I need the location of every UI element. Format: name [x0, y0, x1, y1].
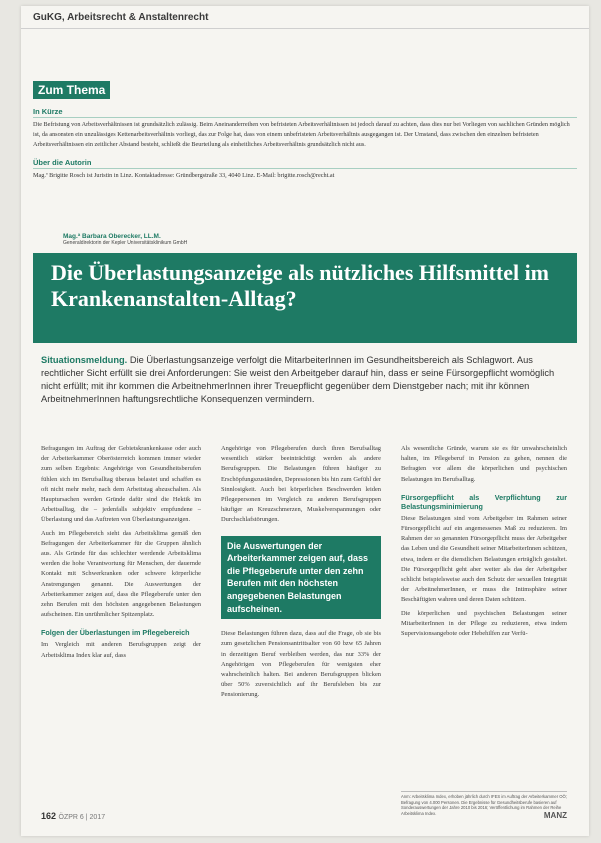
publisher-logo: MANZ: [543, 811, 567, 820]
journal-issue: ÖZPR 6 | 2017: [58, 814, 106, 821]
pull-quote: Die Auswertungen der Arbeiterkammer zeigen auf, dass die Pflegeberufe unter den zehn Berufen mit den höchsten angegebenen Belastungen aufscheinen.: [221, 536, 381, 620]
lead-label: Situationsmeldung.: [41, 355, 128, 365]
article-title-bar: [33, 253, 577, 343]
col1-paragraph-3: Im Vergleich mit anderen Berufsgruppen zeigt der Arbeitsklima Index klar auf, dass: [41, 641, 201, 659]
column-1: [41, 444, 201, 664]
autorin-label: Über die Autorin: [33, 158, 577, 169]
autorin-text: Mag.ª Brigitte Rosch ist Juristin in Linz. Kontaktadresse: Gründbergstraße 33, 4040 Linz. E-Mail: brigitte.rosch@recht.at: [33, 172, 335, 179]
col3-paragraph-3: Die körperlichen und psychischen Belastungen seiner MitarbeiterInnen in der Pflege zu reduzieren, etwa indem Supervisionsangebote oder Hebehilfen zur Verfü-: [401, 609, 567, 638]
zum-thema-box: [33, 81, 577, 221]
col2-paragraph-2: Diese Belastungen führen dazu, dass auf die Frage, ob sie bis zum gesetzlichen Pensionsantrittsalter von 60 bzw 65 Jahren in derzeitigen Beruf verbleiben werden, das nur 33% der Angehörigen von Pflegeberufen für wenigsten eher wahrscheinlich halten. Bei anderen Berufsgruppen blicken über 50% zuversichtlich auf ihr Berufsleben bis zur Pensionierung.: [221, 630, 381, 699]
header-rule: [21, 28, 589, 29]
subheading-fuersorgepflicht: Fürsorgepflicht als Verpflichtung zur Belastungsminimierung: [401, 492, 567, 511]
article-title: Die Überlastungsanzeige als nützliches Hilfsmittel im Krankenanstalten-Alltag?: [51, 260, 550, 311]
col2-paragraph-1: Angehörige von Pflegeberufen durch ihren Berufsalltag wesentlich stärker beeinträchtigt werden als andere Berufsgruppen. Die Belastungen führen häufiger zu Erschöpfungszuständen, Depressionen bis hin zum Gefühl der Sinnlosigkeit. Auch bei körperlichen Beschwerden leiden Pflegepersonen im Vergleich zu anderen Berufsgruppen häufiger an Kreuzschmerzen, Muskelverspannungen oder Durchschlafstörungen.: [221, 445, 381, 524]
col1-paragraph-1: Befragungen im Auftrag der Gebietskrankenkasse oder auch der Arbeiterkammer Oberösterreich kommen immer wieder zum selben Ergebnis: Angehörige von Gesundheitsberufen fühlen sich im Berufsalltag überaus belastet und schaffen es oft nicht mehr mehr, nach dem Arbeitstag abzuschalten. Als Hauptursachen werden Gründe dafür sind die Hektik im Arbeitsalltag, die – jedenfalls subjektiv empfundene – Überlastung und das Auftreten von Überlastungsanzeigen.: [41, 445, 201, 524]
column-2: [221, 444, 381, 704]
footnote: Anm: Arbeitsklima Index, erhoben jährlich durch IFES im Auftrag der Arbeiterkammer OÖ; Befragung von 4.000 Personen. Die Ergebnisse für Gesundheitsberufe basieren auf Sonderauswertungen der Jahre 2010 bis 2016; Veröffentlichung im Rahmen der Reihe Arbeitsklima Index.: [401, 791, 567, 816]
in-kuerze-label: In Kürze: [33, 107, 577, 118]
author-role: Generaldirektorin der Kepler Universitätsklinikum GmbH: [63, 240, 188, 246]
in-kuerze-text: Die Befristung von Arbeitsverhältnissen ist grundsätzlich zulässig. Beim Aneinanderreihen von befristeten Arbeitsverhältnissen ist jedoch darauf zu achten, dass dies nur bei Vorliegen von sachlichen Gründen möglich ist, da ansonsten ein unzulässiges Kettenarbeitsverhältnis vorliegt, das zur Folge hat, dass von einem unbefristeten Arbeitsverhältnis ausgegangen ist. Der Umstand, dass zwischen den einzelnen befristeten Arbeitsverhältnissen ein zeitlicher Abstand besteht, schließt die Beurteilung als einheitliches Arbeitsverhältnis grundsätzlich nicht aus.: [33, 121, 570, 148]
zum-thema-title: Zum Thema: [33, 81, 110, 99]
col3-paragraph-2: Diese Belastungen sind vom Arbeitgeber im Rahmen seiner Fürsorgepflicht auf ein angemessenes Maß zu reduzieren. Im Rahmen der so genannten Fürsorgepflicht muss der Arbeitgeber das Leben und die Gesundheit seiner MitarbeiterInnen schützen, etwa, indem er die dienstlichen Belastungen erträglich gestaltet. Die Fürsorgepflicht geht aber weiter als das der Arbeitgeber schlicht beispielsweise auch den Schutz der sexuellen Integrität der ArbeitnehmerInnen, er muss die Intimsphäre seiner Beschäftigten wahren und deren Daten schützen.: [401, 514, 567, 604]
col1-paragraph-2: Auch im Pflegebereich sieht das Arbeitsklima gemäß den Befragungen der Arbeiterkammer für die Gruppen ähnlich aus. Als Gründe für das schlechter werdende Arbeitsklima werden die hohe Verantwortung für Menschen, der dauernde Kontakt mit Schwerkranken oder schwere körperliche Anstrengungen genannt. Die Auswertungen der Arbeiterkammer zeigen auf, dass die Pflegeberufe unter den zehn Berufen mit den höchsten angegebenen Belastungen aufscheinen. Ein unrühmlicher Spitzenplatz.: [41, 529, 201, 619]
author-block: [63, 233, 463, 246]
page-number: 162: [41, 811, 57, 821]
running-header: GuKG, Arbeitsrecht & Anstaltenrecht: [33, 12, 209, 23]
author-name: Mag.ª Barbara Oberecker, LL.M.: [63, 233, 161, 240]
magazine-page: [21, 6, 589, 836]
page-footer: [41, 811, 105, 821]
column-3: [401, 444, 567, 642]
lead-text: Die Überlastungsanzeige verfolgt die MitarbeiterInnen im Gesundheitsbereich als Schlagwort. Aus rechtlicher Sicht erfüllt sie drei Anforderungen: Sie weist den Arbeitgeber darauf hin, dass er seine Fürsorgepflicht womöglich nicht erfüllt; mit ihr kommen die ArbeitnehmerInnen ihrer Treuepflicht gegenüber dem Dienstgeber nach; mit ihr können ArbeitnehmerInnen haftungsrechtliche Konsequenzen vermindern.: [41, 355, 555, 404]
subheading-folgen: Folgen der Überlastungen im Pflegebereich: [41, 628, 190, 638]
article-lead: [41, 354, 561, 406]
col3-paragraph-1: Als wesentliche Gründe, warum sie es für unwahrscheinlich halten, im Pflegeberuf in Pension zu gehen, nennen die Befragten vor allem die körperlichen und psychischen Belastungen im Berufsalltag.: [401, 445, 567, 483]
